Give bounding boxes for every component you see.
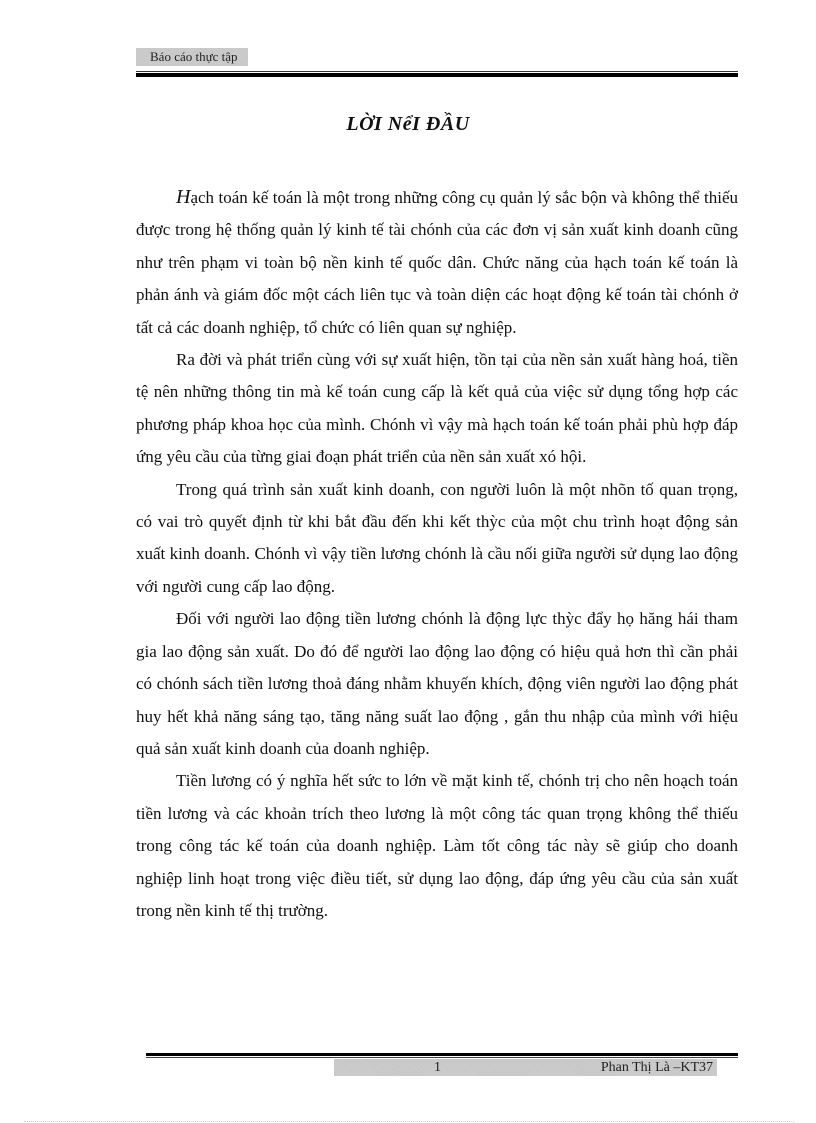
paragraph-3: Trong quá trình sản xuất kinh doanh, con người luôn là một nhõn tố quan trọng, có vai trò quyết định từ khi bắt đầu đến khi kết thỳc của một chu trình hoạt động sản xuất kinh doanh. Chónh vì vậy tiền lương chónh là cầu nối giữa người sử dụng lao động với người cung cấp lao động. [136,479,738,596]
page-footer [146,1053,738,1076]
page-header [136,48,738,77]
document-body [136,181,738,927]
page-number: 1 [434,1060,441,1075]
footer-author: Phan Thị Là –KT37 [600,1060,713,1075]
paragraph-4: Đối với người lao động tiền lương chónh là động lực thỳc đẩy họ hăng hái tham gia lao động sản xuất. Do đó để người lao động lao động có hiệu quả hơn thì cần phải có chónh sách tiền lương thoả đáng nhằm khuyến khích, động viên người lao động phát huy hết khả năng sáng tạo, tăng năng suất lao động , gắn thu nhập của mình với hiệu quả sản xuất kinh doanh của doanh nghiệp. [136,609,738,758]
paragraph-5: Tiền lương có ý nghĩa hết sức to lớn về mặt kinh tế, chónh trị cho nên hoạch toán tiền lương và các khoản trích theo lương là một công tác quan trọng không thể thiếu trong công tác kế toán của doanh nghiệp. Làm tốt công tác này sẽ giúp cho doanh nghiệp linh hoạt trong việc điều tiết, sử dụng lao động, đáp ứng yêu cầu của sản xuất trong nền kinh tế thị trường. [136,771,738,920]
paragraph-1 [136,181,738,344]
header-rule-thin [136,71,738,72]
document-title: LỜI NểI ĐẦU [346,113,470,135]
header-label: Báo cáo thực tập [136,48,248,66]
header-rule-thick [136,73,738,77]
footer-bar [334,1059,717,1076]
paragraph-1-initial: H [176,186,191,208]
footer-rule-thick [146,1053,738,1056]
paragraph-2: Ra đời và phát triển cùng với sự xuất hiện, tồn tại của nền sản xuất hàng hoá, tiền tệ nên những thông tin mà kế toán cung cấp là kết quả của việc sử dụng tổng hợp các phương pháp khoa học của mình. Chónh vì vậy mà hạch toán kế toán phải phù hợp đáp ứng yêu cầu của từng giai đoạn phát triển của nền sản xuất xó hội. [136,350,738,467]
paragraph-1-text: ạch toán kế toán là một trong những công cụ quản lý sắc bộn và không thể thiếu được trong hệ thống quản lý kinh tế tài chónh của các đơn vị sản xuất kinh doanh cũng như trên phạm vi toàn bộ nền kinh tế quốc dân. Chức năng của hạch toán kế toán là phản ánh và giám đốc một cách liên tục và toàn diện các hoạt động kế toán tài chónh ở tất cả các doanh nghiệp, tổ chức có liên quan sự nghiệp. [136,188,738,337]
footer-rule-thin [146,1057,738,1058]
page-edge-divider [24,1121,794,1122]
